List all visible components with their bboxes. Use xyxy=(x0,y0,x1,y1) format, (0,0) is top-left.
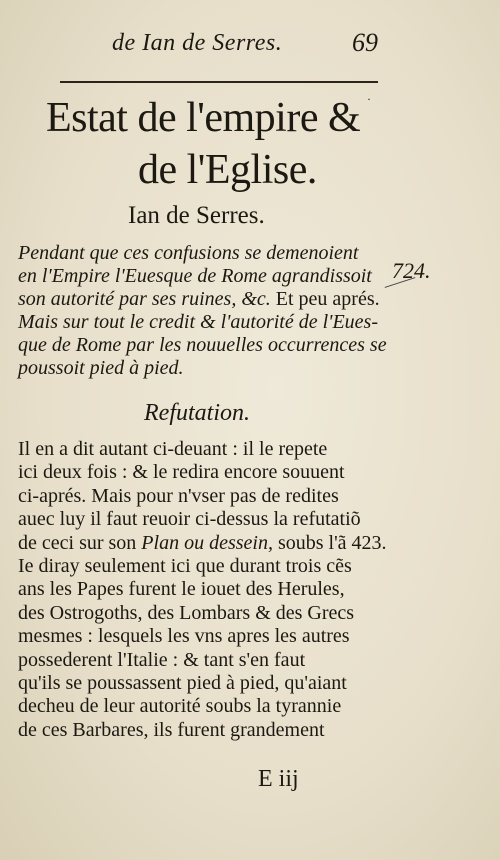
body-line: ici deux fois : & le redira encore souuent xyxy=(18,461,345,484)
body-italic-segment: Plan ou dessein, xyxy=(136,531,273,554)
margin-note: 724. xyxy=(392,258,431,283)
body-line: auec luy il faut reuoir ci-dessus la refutatiõ xyxy=(18,508,361,531)
running-head: de Ian de Serres. xyxy=(112,30,283,56)
body-text xyxy=(18,438,387,742)
body-line: des Ostrogoths, des Lombars & des Grecs xyxy=(18,601,355,624)
body-line: possederent l'Italie : & tant s'en faut xyxy=(18,648,306,671)
signature-mark: E iij xyxy=(258,766,299,792)
quote-line: Mais sur tout le credit & l'autorité de l'Eues- xyxy=(18,311,378,333)
body-line: mesmes : lesquels les vns apres les autres xyxy=(18,625,350,648)
quote-line: Pendant que ces confusions se demenoient xyxy=(18,242,359,264)
quote-line: poussoit pied à pied. xyxy=(18,357,184,379)
title-line-2: de l'Eglise. xyxy=(138,147,317,193)
body-line xyxy=(18,531,387,555)
body-line: decheu de leur autorité soubs la tyrannie xyxy=(18,695,342,718)
body-line: Il en a dit autant ci-deuant : il le repete xyxy=(18,438,328,460)
ink-mark: · xyxy=(367,92,371,106)
body-line: de ces Barbares, ils furent grandement xyxy=(18,718,325,741)
quoted-passage xyxy=(18,242,387,380)
body-text-segment: soubs l'ã 423. xyxy=(272,531,387,554)
title-line-1: Estat de l'empire & xyxy=(46,95,361,141)
body-line: Ie diray seulement ici que durant trois cẽs xyxy=(18,555,352,578)
page-number: 69 xyxy=(352,28,378,57)
body-text-segment: de ceci sur son xyxy=(18,531,137,554)
quote-roman-text: Et peu aprés. xyxy=(270,288,380,310)
header-rule xyxy=(60,81,378,83)
body-line: qu'ils se poussassent pied à pied, qu'aiant xyxy=(18,672,347,695)
body-line: ans les Papes furent le iouet des Herules, xyxy=(18,578,345,601)
quote-line xyxy=(18,288,380,311)
body-line: ci-aprés. Mais pour n'vser pas de redites xyxy=(18,484,339,507)
quote-text: son autorité par ses ruines, &c. xyxy=(18,288,271,310)
quote-line: que de Rome par les nouuelles occurrences se xyxy=(18,334,387,356)
author-name: Ian de Serres. xyxy=(128,202,265,229)
section-title xyxy=(46,92,360,196)
refutation-heading: Refutation. xyxy=(144,400,250,426)
quote-line: en l'Empire l'Euesque de Rome agrandissoit xyxy=(18,265,372,287)
